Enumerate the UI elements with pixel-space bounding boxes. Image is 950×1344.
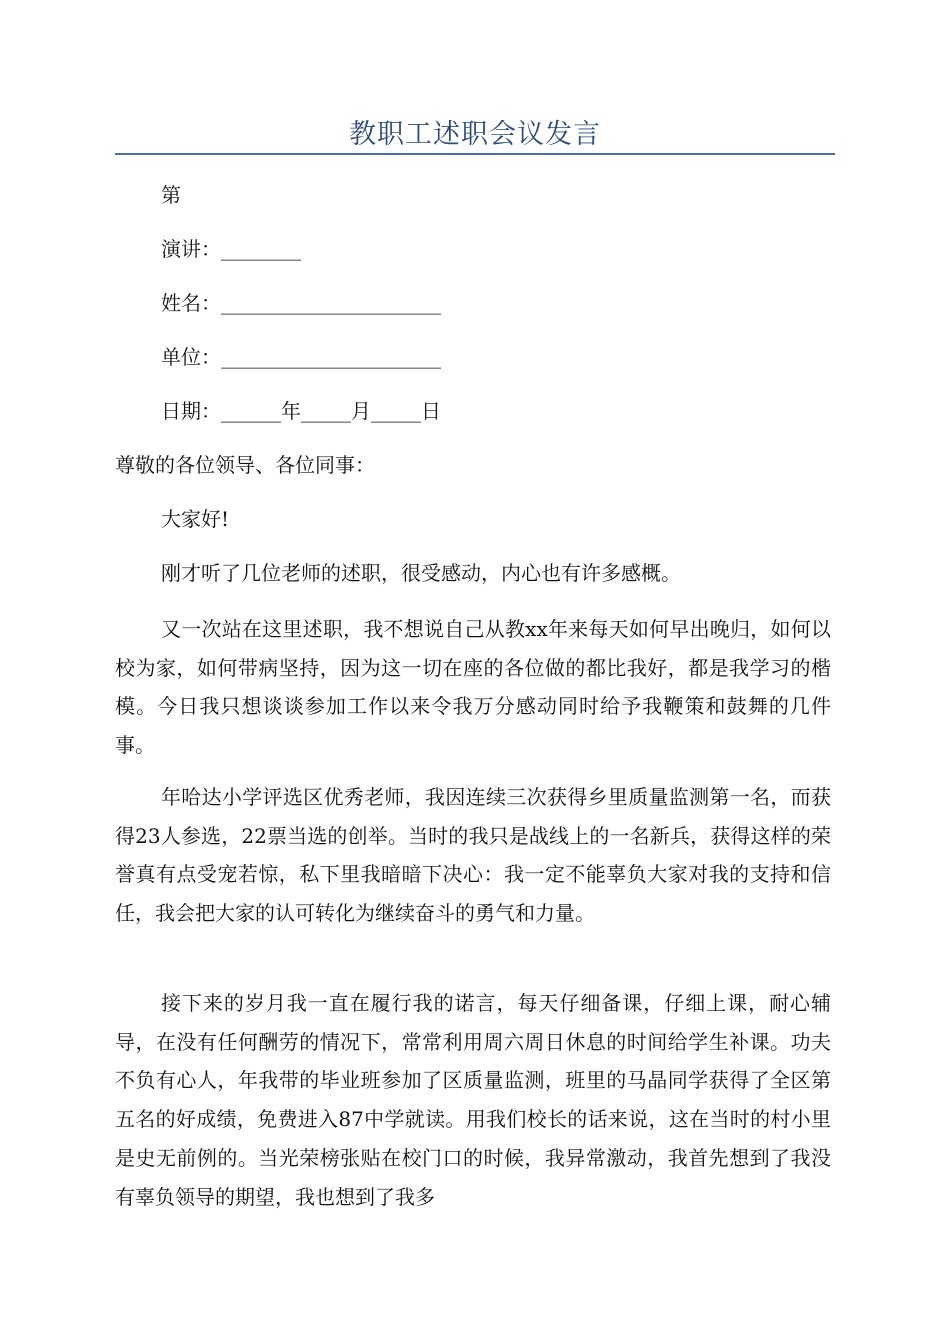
document-title: 教职工述职会议发言 [349,119,601,150]
body-paragraph-3: 年哈达小学评选区优秀老师，我因连续三次获得乡里质量监测第一名，而获得23人参选，22票当选的创举。当时的我只是战线上的一名新兵，获得这样的荣誉真有点受宠若惊，私下里我暗暗下决心：我一定不能辜负大家对我的支持和信任，我会把大家的认可转化为继续奋斗的勇气和力量。 [115,785,831,926]
header-line-name: 姓名：______________________ [161,291,441,315]
body-paragraph-4: 接下来的岁月我一直在履行我的诺言，每天仔细备课，仔细上课，耐心辅导，在没有任何酬劳的情况下，常常利用周六周日休息的时间给学生补课。功夫不负有心人，年我带的毕业班参加了区质量监测，班里的马晶同学获得了全区第五名的好成绩，免费进入87中学就读。用我们校长的话来说，这在当时的村小里是史无前例的。当光荣榜张贴在校门口的时候，我异常激动，我首先想到了我没有辜负领导的期望，我也想到了我多 [115,991,831,1209]
body-paragraph-2: 又一次站在这里述职，我不想说自己从教xx年来每天如何早出晚归，如何以校为家，如何带病坚持，因为这一切在座的各位做的都比我好，都是我学习的楷模。今日我只想谈谈参加工作以来令我万分感动同时给予我鞭策和鼓舞的几件事。 [115,617,831,758]
body-paragraph-1: 刚才听了几位老师的述职，很受感动，内心也有许多感概。 [161,561,681,585]
greeting: 大家好! [161,507,230,531]
header-line-unit: 单位：______________________ [161,345,441,369]
header-line-date: 日期：______年_____月_____日 [161,399,441,423]
salutation: 尊敬的各位领导、各位同事： [115,453,375,477]
header-line-speech: 演讲：________ [161,237,301,261]
title-divider [115,153,835,155]
header-line-section: 第 [161,183,181,207]
